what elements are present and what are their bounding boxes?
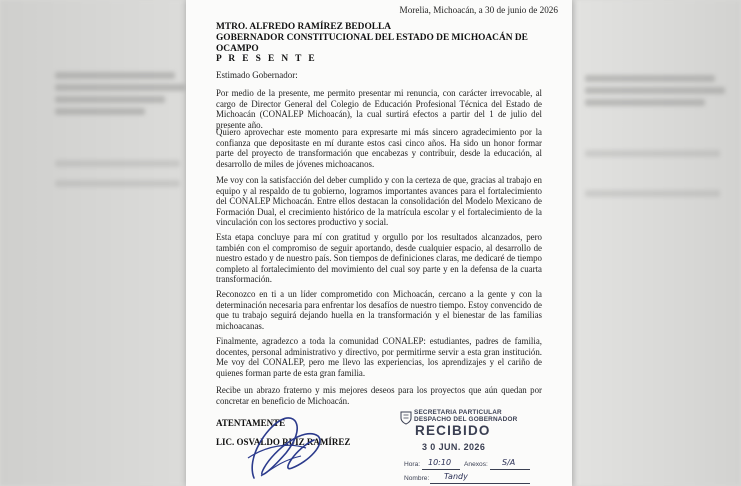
recipient-block <box>216 22 546 65</box>
stamp-office: DESPACHO DEL GOBERNADOR <box>414 416 518 423</box>
recipient-title: GOBERNADOR CONSTITUCIONAL DEL ESTADO DE MICHOACÁN DE <box>216 32 528 43</box>
stamp-hora-value: 10:10 <box>428 458 452 467</box>
blurred-text-line <box>585 87 725 94</box>
paragraph: Reconozco en ti a un líder comprometido con Michoacán, cercano a la gente y con la determinación necesaria para enfrentar los desafíos de nuestro tiempo. Estoy convencido de que tu trabajo seguirá dejando huella en la transformación y el bienestar de las familias michoacanas. <box>216 289 542 331</box>
recipient-name: MTRO. ALFREDO RAMÍREZ BEDOLLA <box>216 22 392 32</box>
stamp-rule <box>430 483 530 484</box>
stamp-rule <box>490 469 530 470</box>
paragraph: Esta etapa concluye para mí con gratitud y orgullo por los resultados alcanzados, pero también con el compromiso de seguir aportando, desde cualquier espacio, al desarrollo de nuestro estado y de nuestro país. Son tiempos de definiciones claras, me dedicaré de tiempo completo al fortalecimiento del movimiento del cual soy parte y en la defensa de la cuarta transformación. <box>216 232 542 285</box>
paragraph: Por medio de la presente, me permito presentar mi renuncia, con carácter irrevocable, al cargo de Director General del Colegio de Educación Profesional Técnica del Estado de Michoacán (CONALEP Michoacán), la cual surtirá efectos a partir del 1 de julio del presente año. <box>216 88 542 130</box>
letter-page <box>186 0 572 486</box>
blurred-text-line <box>55 180 180 187</box>
received-stamp <box>398 409 538 486</box>
blurred-text-line <box>55 72 175 79</box>
stamp-hora-label: Hora: <box>404 461 421 468</box>
signature-scribble <box>226 398 346 486</box>
presente-label: P R E S E N T E <box>216 54 318 65</box>
stamp-anexos-label: Anexos: <box>464 461 488 468</box>
paragraph: Finalmente, agradezco a toda la comunidad CONALEP: estudiantes, padres de familia, docentes, personal administrativo y directivo, por permitirme servir a esta gran institución. Me voy del CONALEP, pero me llevo las experiencias, los aprendizajes y el cariño de quienes forman parte de esta gran familia. <box>216 336 542 378</box>
date-line: Morelia, Michoacán, a 30 de junio de 2026 <box>399 5 558 15</box>
blurred-text-line <box>55 96 165 103</box>
signer-name: LIC. OSVALDO RUIZ RAMÍREZ <box>216 437 351 447</box>
stamp-rule <box>422 469 460 470</box>
blurred-text-line <box>585 190 720 197</box>
coat-of-arms-icon <box>400 411 412 425</box>
stamp-nombre-value: Tandy <box>444 472 468 481</box>
blurred-text-line <box>585 150 720 157</box>
stamp-office: SECRETARIA PARTICULAR <box>414 409 502 416</box>
greeting: Estimado Gobernador: <box>216 70 298 80</box>
stamp-date: 3 0 JUN. 2026 <box>422 442 486 452</box>
blurred-text-line <box>55 160 180 167</box>
blurred-background-right <box>576 0 741 486</box>
recipient-title: OCAMPO <box>216 43 259 54</box>
stamp-received: RECIBIDO <box>415 423 491 438</box>
paragraph: Recibe un abrazo fraterno y mis mejores deseos para los proyectos que aún quedan por concretar en beneficio de Michoacán. <box>216 385 542 406</box>
blurred-text-line <box>55 108 145 115</box>
closing: ATENTAMENTE <box>216 418 286 428</box>
paragraph: Me voy con la satisfacción del deber cumplido y con la certeza de que, gracias al trabajo en equipo y al respaldo de tu gobierno, logramos importantes avances para el fortalecimiento del CONALEP Michoacán. Entre ellos destacan la consolidación del Modelo Mexicano de Formación Dual, el crecimiento histórico de la matrícula escolar y el fortalecimiento de la vinculación con los sectores productivo y social. <box>216 175 542 228</box>
blurred-text-line <box>585 99 705 106</box>
paragraph: Quiero aprovechar este momento para expresarte mi más sincero agradecimiento por la confianza que depositaste en mí durante estos casi cinco años. Ha sido un honor formar parte del proyecto de transformación que encabezas y contribuir, desde la educación, al desarrollo de miles de jóvenes michoacanos. <box>216 127 542 169</box>
blurred-text-line <box>55 84 185 91</box>
blurred-text-line <box>585 75 715 82</box>
stamp-nombre-label: Nombre: <box>404 475 430 482</box>
stamp-anexos-value: S/A <box>502 458 516 467</box>
